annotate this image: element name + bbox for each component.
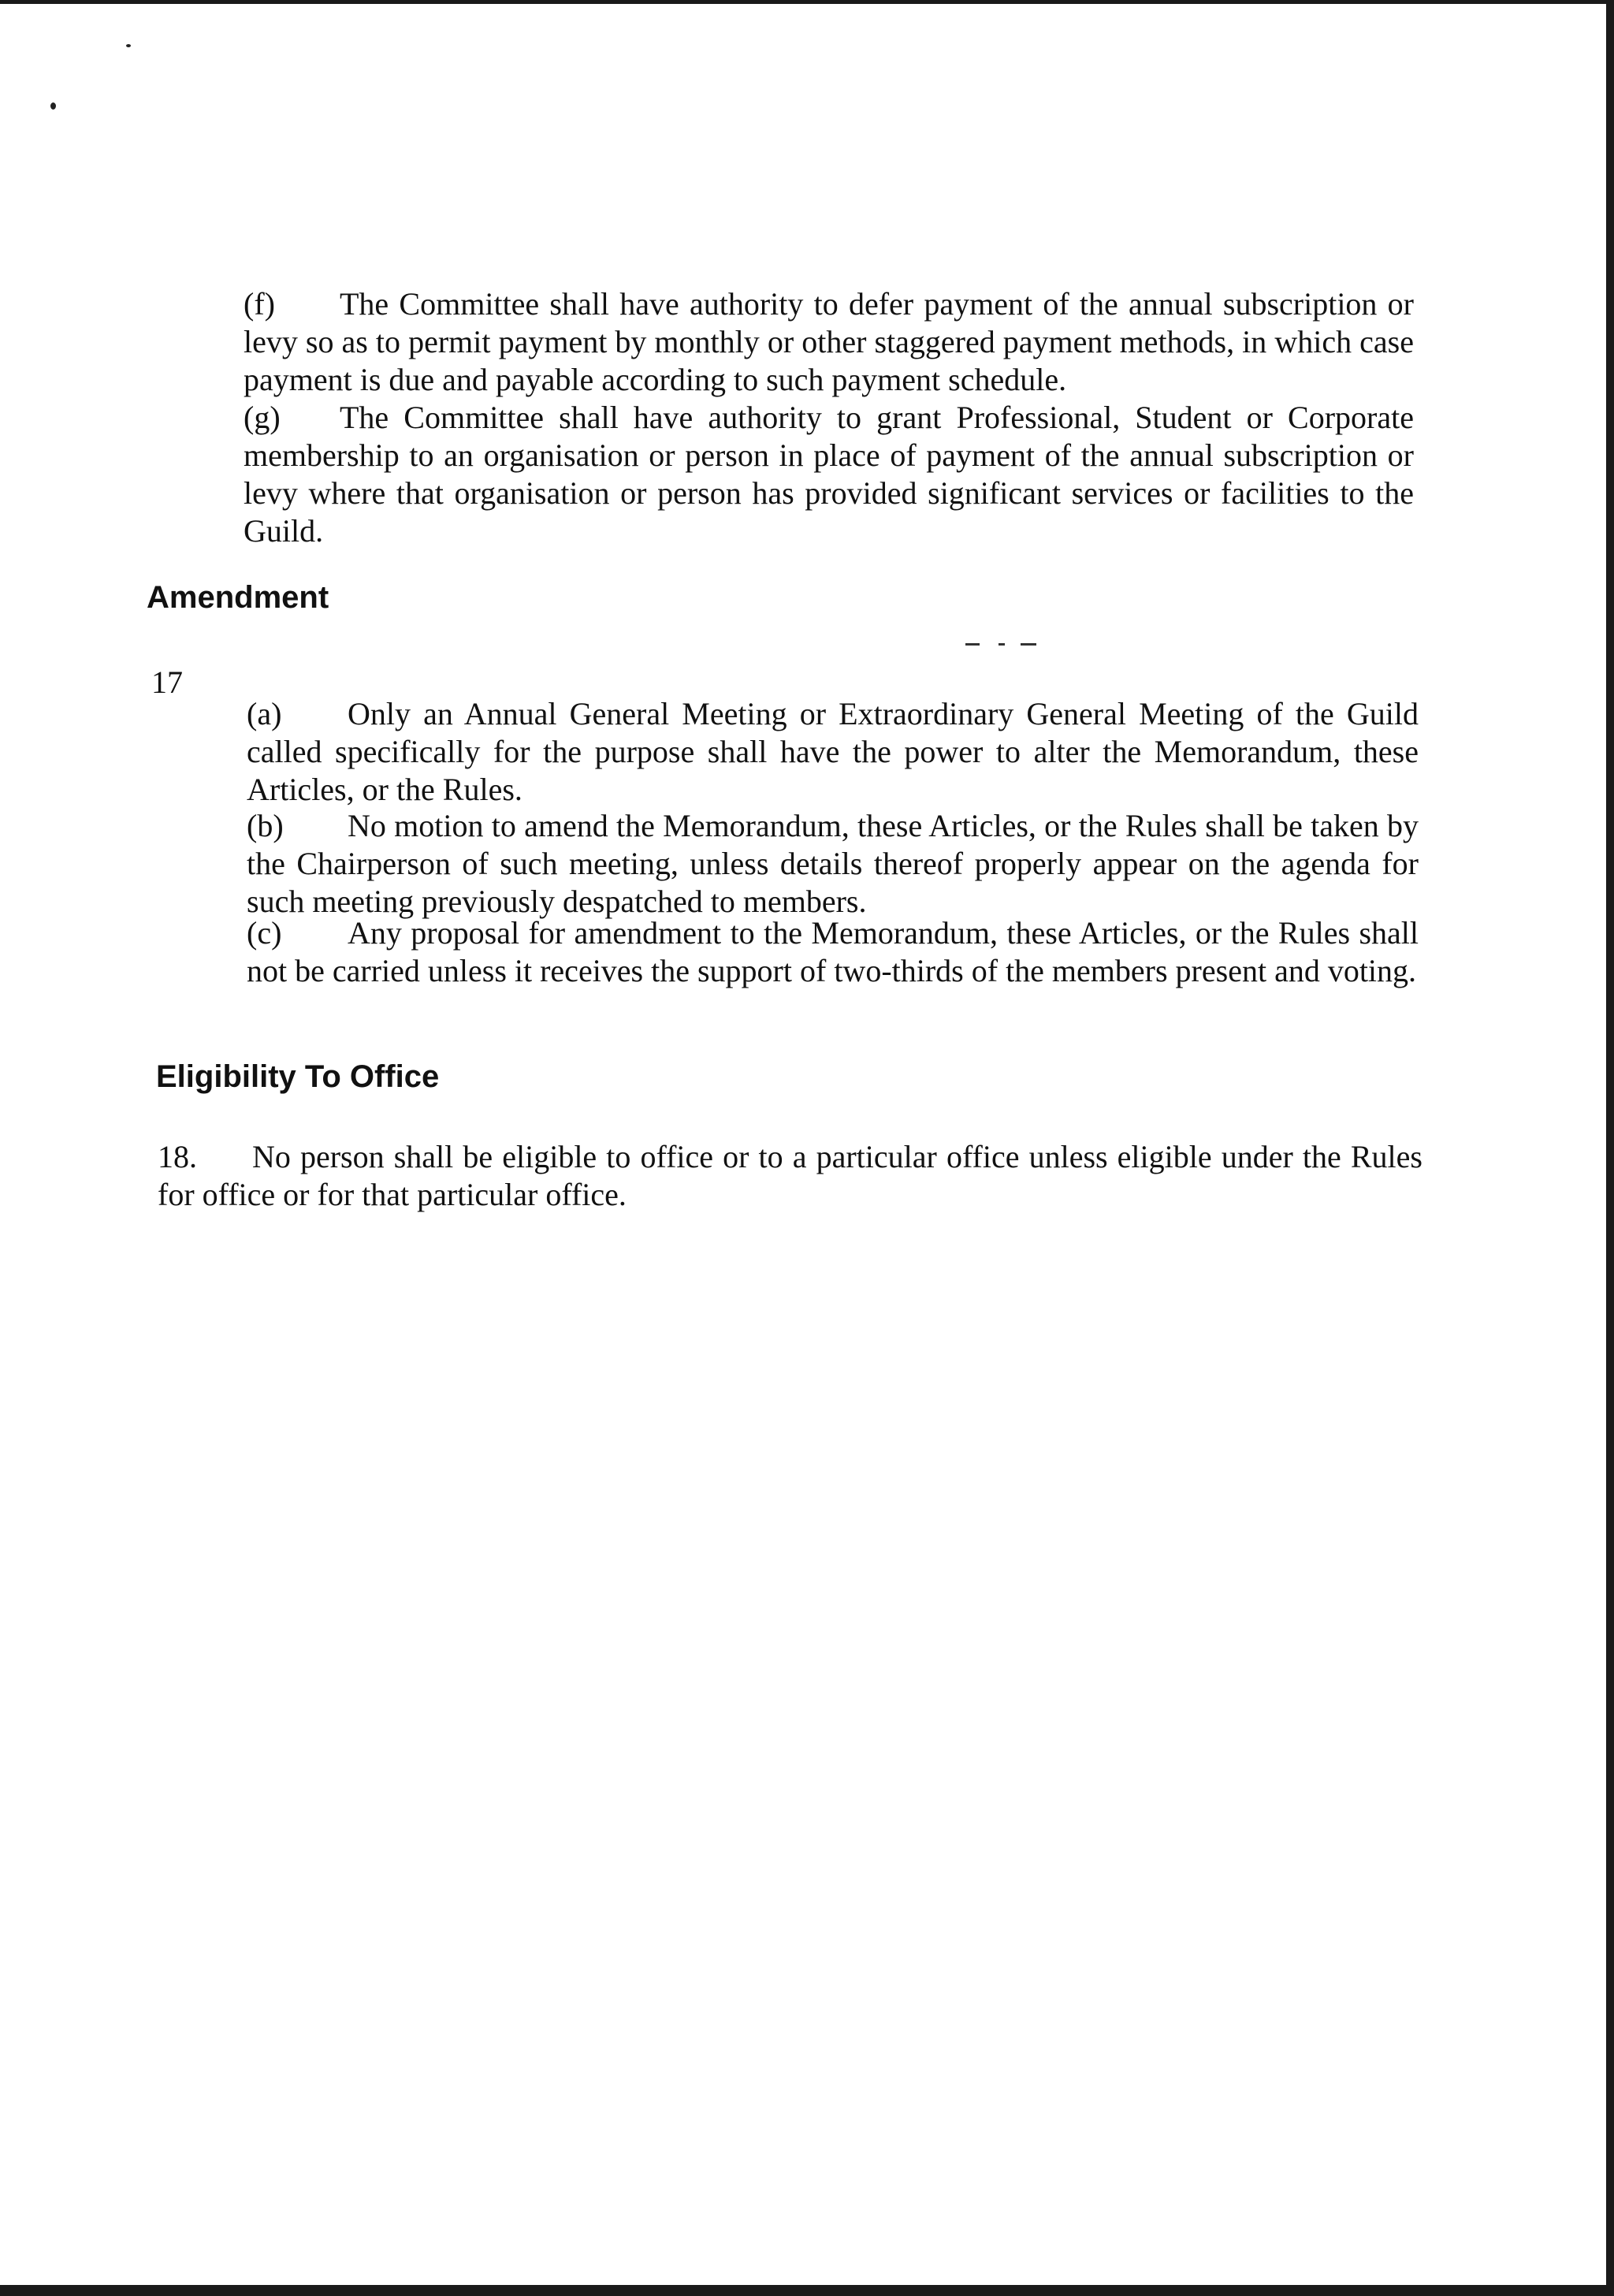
scan-border-bottom bbox=[0, 2285, 1614, 2296]
clause-g bbox=[244, 399, 1414, 550]
clause-text: Any proposal for amendment to the Memorandum, these Articles, or the Rules shall not be carried unless it receives the support of two-thirds of the members present and voting. bbox=[247, 915, 1419, 988]
article-18 bbox=[158, 1138, 1422, 1214]
clause-label: (b) bbox=[247, 808, 284, 843]
scan-speck bbox=[126, 44, 131, 47]
clause-text: The Committee shall have authority to defer payment of the annual subscription or levy so as to permit payment by monthly or other staggered payment methods, in which case payment is due and payable according to such payment schedule. bbox=[244, 286, 1414, 397]
article-text: No person shall be eligible to office or to a particular office unless eligible under the Rules for office or for that particular office. bbox=[158, 1139, 1422, 1212]
clause-label: (c) bbox=[247, 915, 282, 951]
scan-dash-mark bbox=[965, 643, 1040, 648]
clause-c bbox=[247, 914, 1419, 990]
clause-f bbox=[244, 285, 1414, 399]
clause-label: (g) bbox=[244, 400, 281, 435]
clause-label: (a) bbox=[247, 696, 282, 731]
article-number-17: 17 bbox=[151, 664, 183, 700]
scan-border-top bbox=[0, 0, 1614, 4]
clause-text: The Committee shall have authority to grant Professional, Student or Corporate membership to an organisation or person in place of payment of the annual subscription or levy where that organisation or person has provided significant services or facilities to the Guild. bbox=[244, 400, 1414, 549]
article-number-18: 18. bbox=[158, 1139, 197, 1174]
scan-speck bbox=[50, 102, 56, 110]
clause-label: (f) bbox=[244, 286, 275, 322]
clause-a bbox=[247, 695, 1419, 809]
section-heading-eligibility: Eligibility To Office bbox=[156, 1059, 440, 1094]
scan-border-right bbox=[1606, 0, 1614, 2296]
clause-b bbox=[247, 807, 1419, 921]
clause-text: No motion to amend the Memorandum, these Articles, or the Rules shall be taken by the Chairperson of such meeting, unless details thereof properly appear on the agenda for such meeting previously despatched to members. bbox=[247, 808, 1419, 919]
section-heading-amendment: Amendment bbox=[147, 580, 329, 615]
clause-text: Only an Annual General Meeting or Extraordinary General Meeting of the Guild called specifically for the purpose shall have the power to alter the Memorandum, these Articles, or the Rules. bbox=[247, 696, 1419, 807]
